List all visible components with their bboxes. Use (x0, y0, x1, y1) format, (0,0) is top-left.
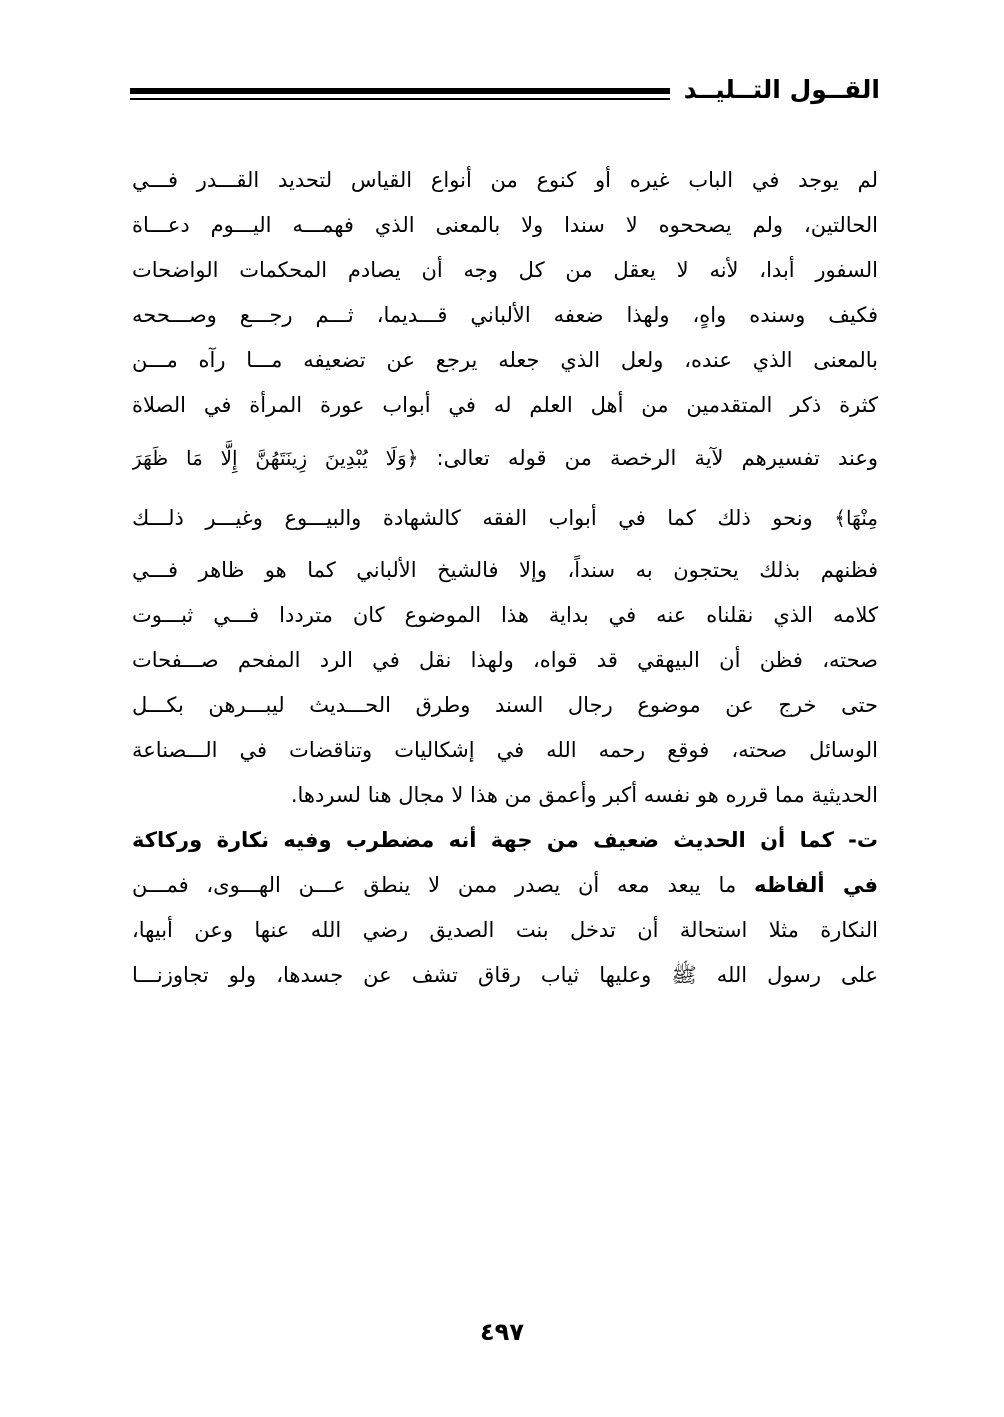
text-segment: وعند تفسيرهم لآية الرخصة من قوله تعالى: (418, 446, 878, 470)
text-line: فكيف وسنده واهٍ، ولهذا ضعفه الألباني قـــديما، ثـــم رجـــع وصـــححه (132, 303, 878, 327)
body-text (132, 158, 878, 998)
quran-verse: ﴿وَلَا يُبْدِينَ زِينَتَهُنَّ إِلَّا مَا ظَهَرَ (132, 446, 419, 470)
header-rule-thick (130, 88, 670, 94)
text-line (132, 863, 878, 908)
text-line: السفور أبدا، لأنه لا يعقل من كل وجه أن يصادم المحكمات الواضحات (132, 258, 878, 282)
text-line: على رسول الله ﷺ وعليها ثياب رقاق تشف عن جسدها، ولو تجاوزنـــا (132, 963, 878, 987)
text-line-with-verse (132, 428, 878, 488)
paragraph-end-line: الحديثية مما قرره هو نفسه أكبر وأعمق من هذا لا مجال هنا لسردها. (290, 783, 878, 807)
text-line: النكارة مثلا استحالة أن تدخل بنت الصديق رضي الله عنها وعن أبيها، (132, 918, 878, 942)
text-line: صحته، فظن أن البيهقي قد قواه، ولهذا نقل في الرد المفحم صـــفحات (132, 648, 878, 672)
quran-verse-end: مِنْهَا﴾ (834, 506, 878, 530)
section-heading-cont: في ألفاظه (754, 873, 878, 897)
page-number: ٤٩٧ (480, 1318, 524, 1346)
text-line: كثرة ذكر المتقدمين من أهل العلم له في أبواب عورة المرأة في الصلاة (132, 393, 878, 417)
running-header (130, 70, 880, 110)
text-line: فظنهم بذلك يحتجون به سنداً، وإلا فالشيخ الألباني كما هو ظاهر فـــي (132, 558, 878, 582)
section-heading-line: ت- كما أن الحديث ضعيف من جهة أنه مضطرب وفيه نكارة وركاكة (132, 828, 878, 852)
book-title: القــول التــليــد (683, 75, 880, 104)
text-segment: ونحو ذلك كما في أبواب الفقه كالشهادة والبيـــوع وغيـــر ذلـــك (132, 506, 835, 530)
text-line: لم يوجد في الباب غيره أو كنوع من أنواع القياس لتحديد القـــدر فـــي (132, 168, 878, 192)
text-segment: ما يبعد معه أن يصدر ممن لا ينطق عـــن الهـــوى، فمـــن (132, 873, 754, 897)
text-line: بالمعنى الذي عنده، ولعل الذي جعله يرجع عن تضعيفه مـــا رآه مـــن (132, 348, 878, 372)
text-line: الحالتين، ولم يصححوه لا سندا ولا بالمعنى الذي فهمـــه اليـــوم دعـــاة (132, 213, 878, 237)
header-rule-thin (130, 98, 670, 100)
text-line: الوسائل صحته، فوقع رحمه الله في إشكاليات وتناقضات في الـــصناعة (132, 738, 878, 762)
text-line-with-verse (132, 488, 878, 548)
text-line: حتى خرج عن موضوع رجال السند وطرق الحـــديث ليبـــرهن بكـــل (132, 693, 878, 717)
text-line: كلامه الذي نقلناه عنه في بداية هذا الموضوع كان مترددا فـــي ثبـــوت (132, 603, 878, 627)
